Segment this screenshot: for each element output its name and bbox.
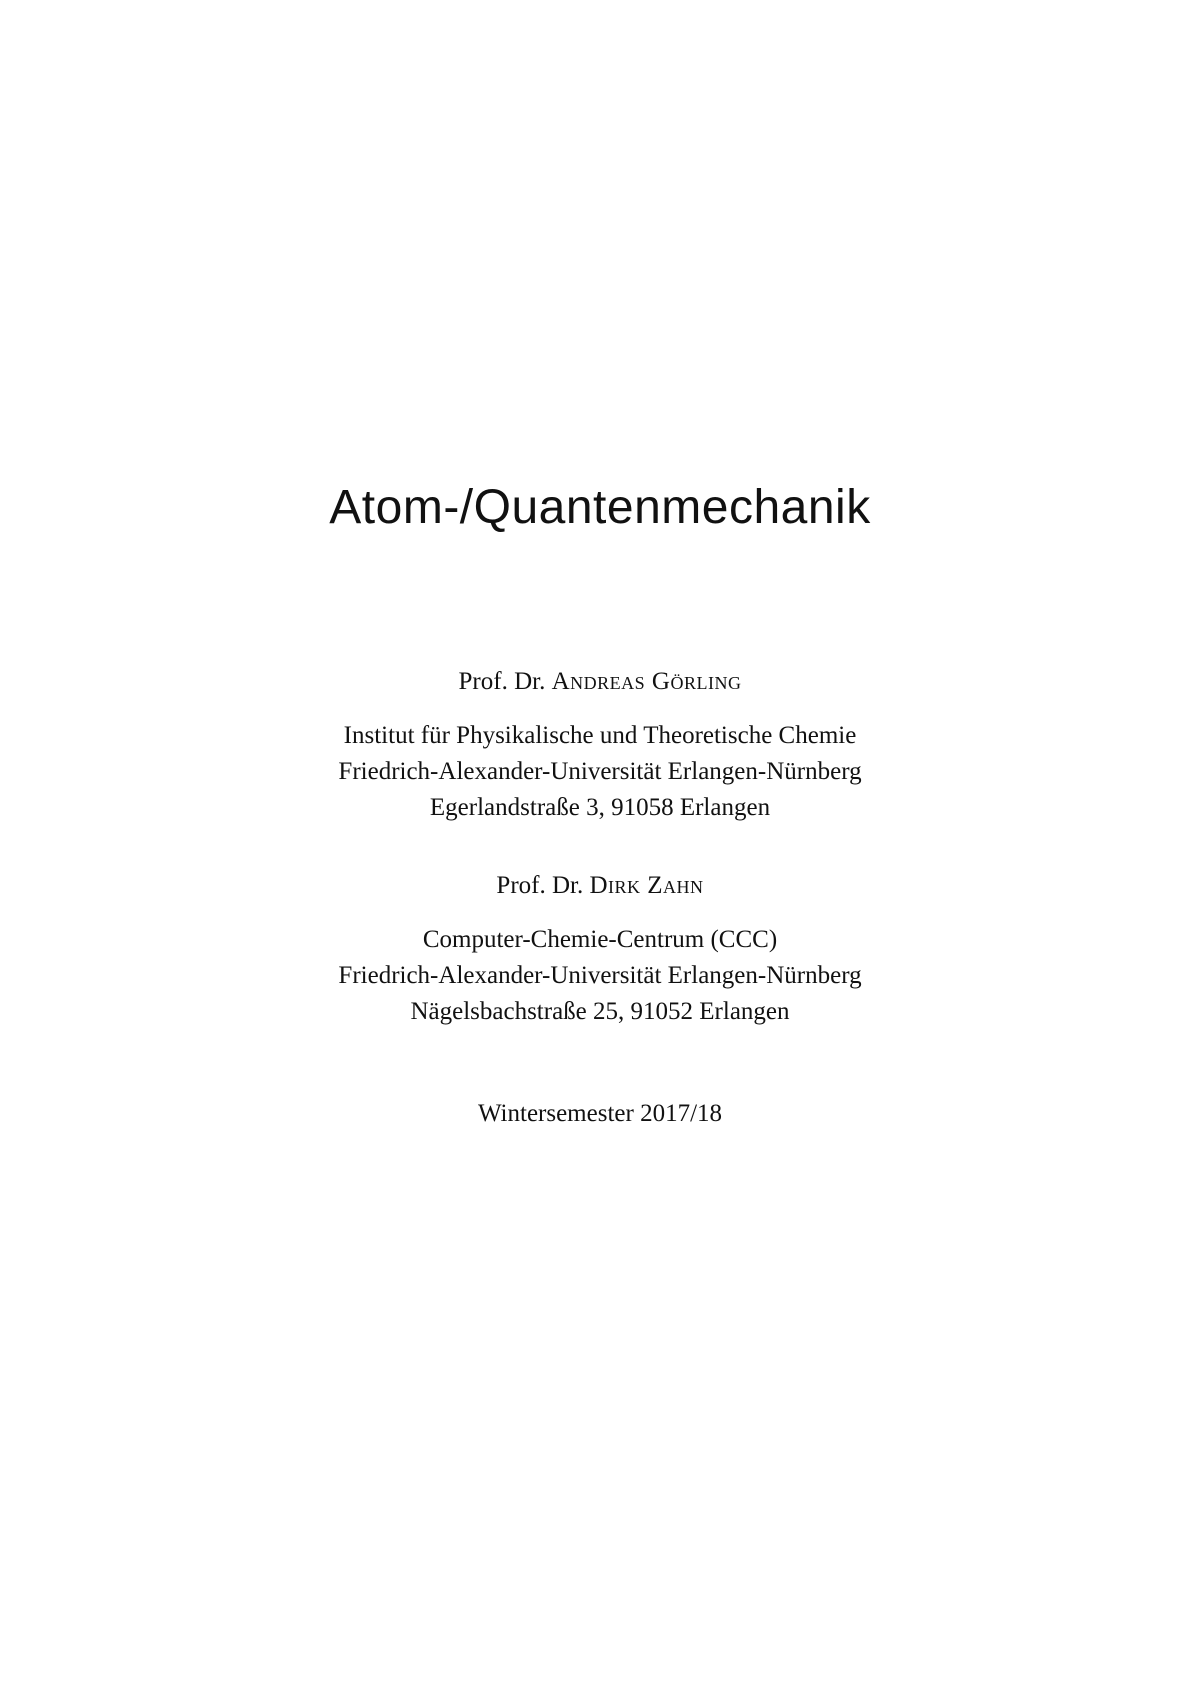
author-1 (0, 664, 1200, 700)
author-1-institute: Institut für Physikalische und Theoretische Chemie (343, 722, 857, 749)
author-2-name: Dirk Zahn (589, 872, 704, 899)
author-1-affiliation (0, 718, 1200, 826)
author-1-name: Andreas Görling (551, 668, 742, 695)
author-2-university: Friedrich-Alexander-Universität Erlangen-Nürnberg (338, 962, 862, 989)
semester-line: Wintersemester 2017/18 (477, 1100, 723, 1127)
author-1-street: Egerlandstraße 3, 91058 Erlangen (429, 794, 771, 821)
document-title: Atom-/Quantenmechanik (329, 481, 871, 534)
author-2 (0, 868, 1200, 904)
author-2-affiliation (0, 922, 1200, 1030)
author-1-prefix: Prof. Dr. (458, 668, 546, 695)
author-2-street: Nägelsbachstraße 25, 91052 Erlangen (410, 998, 790, 1025)
author-1-university: Friedrich-Alexander-Universität Erlangen-Nürnberg (338, 758, 862, 785)
author-2-prefix: Prof. Dr. (496, 872, 584, 899)
author-2-institute: Computer-Chemie-Centrum (CCC) (422, 926, 778, 953)
